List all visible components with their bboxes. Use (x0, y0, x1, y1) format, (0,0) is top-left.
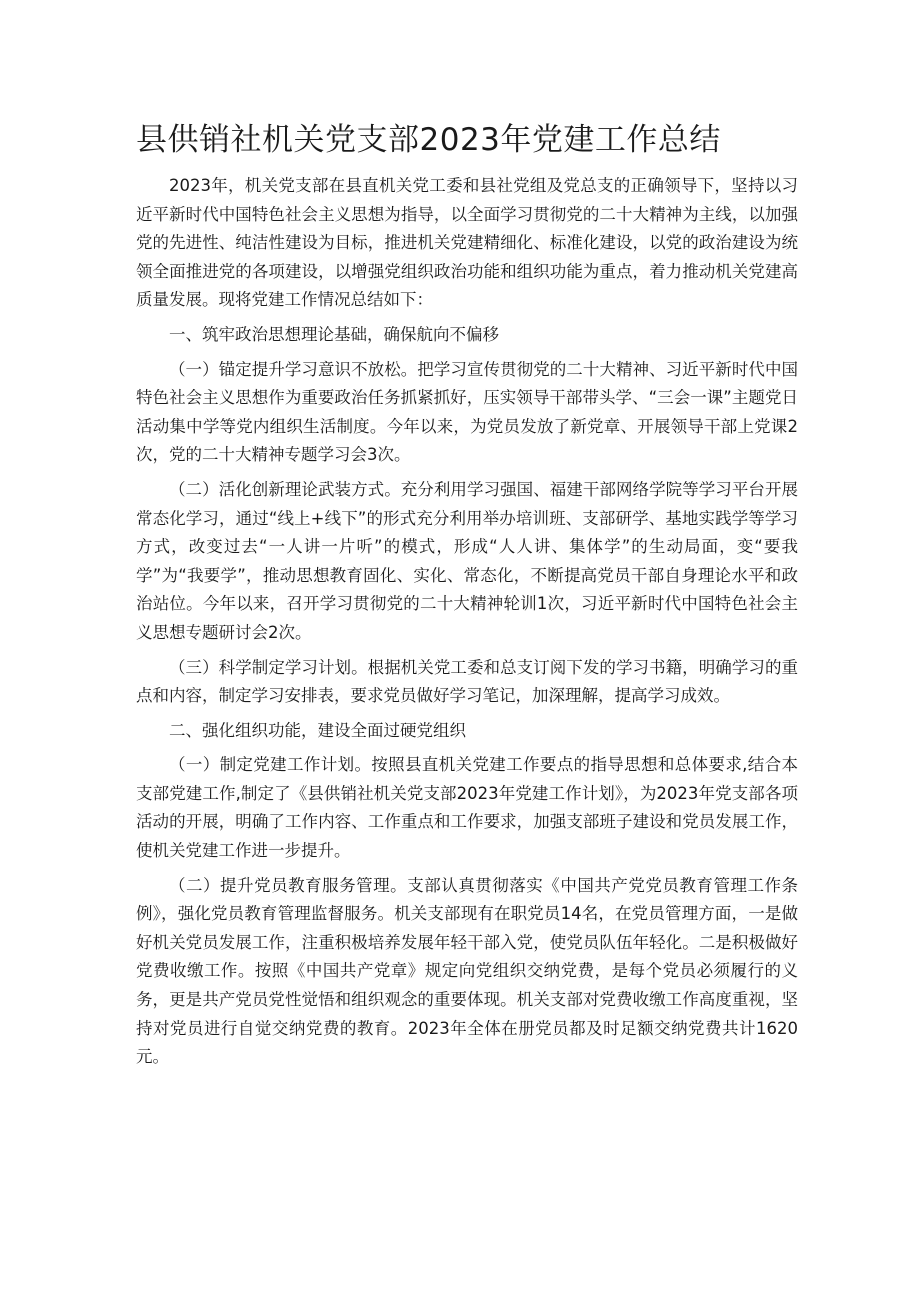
section-2-paragraph-1: （一）制定党建工作计划。按照县直机关党建工作要点的指导思想和总体要求,结合本支部党建工作,制定了《县供销社机关党支部2023年党建工作计划》，为2023年党支部各项活动的开展，明确了工作内容、工作重点和工作要求，加强支部班子建设和党员发展工作，使机关党建工作进一步提升。 (136, 755, 798, 861)
section-1-heading: 一、筑牢政治思想理论基础，确保航向不偏移 (169, 324, 499, 344)
section-1-paragraph-3: （三）科学制定学习计划。根据机关党工委和总支订阅下发的学习书籍，明确学习的重点和内容，制定学习安排表，要求党员做好学习笔记，加深理解，提高学习成效。 (136, 657, 798, 706)
document-body (136, 172, 798, 1078)
section-1-paragraph-2: （二）活化创新理论武装方式。充分利用学习强国、福建干部网络学院等学习平台开展常态化学习，通过“线上+线下”的形式充分利用举办培训班、支部研学、基地实践学等学习方式，改变过去“一人讲一片听”的模式，形成“人人讲、集体学”的生动局面，变“要我学”为“我要学”，推动思想教育固化、实化、常态化，不断提高党员干部自身理论水平和政治站位。今年以来，召开学习贯彻党的二十大精神轮训1次，习近平新时代中国特色社会主义思想专题研讨会2次。 (136, 479, 798, 642)
intro-paragraph: 2023年，机关党支部在县直机关党工委和县社党组及党总支的正确领导下，坚持以习近平新时代中国特色社会主义思想为指导，以全面学习贯彻党的二十大精神为主线，以加强党的先进性、纯洁性建设为目标，推进机关党建精细化、标准化建设，以党的政治建设为统领全面推进党的各项建设，以增强党组织政治功能和组织功能为重点，着力推动机关党建高质量发展。现将党建工作情况总结如下： (136, 176, 798, 310)
section-1-paragraph-1: （一）锚定提升学习意识不放松。把学习宣传贯彻党的二十大精神、习近平新时代中国特色社会主义思想作为重要政治任务抓紧抓好，压实领导干部带头学、“三会一课”主题党日活动集中学等党内组织生活制度。今年以来，为党员发放了新党章、开展领导干部上党课2次，党的二十大精神专题学习会3次。 (136, 359, 798, 465)
document-title: 县供销社机关党支部2023年党建工作总结 (136, 122, 721, 158)
section-2-paragraph-2: （二）提升党员教育服务管理。支部认真贯彻落实《中国共产党党员教育管理工作条例》，强化党员教育管理监督服务。机关支部现有在职党员14名，在党员管理方面，一是做好机关党员发展工作，注重积极培养发展年轻干部入党，使党员队伍年轻化。二是积极做好党费收缴工作。按照《中国共产党章》规定向党组织交纳党费，是每个党员必须履行的义务，更是共产党员党性觉悟和组织观念的重要体现。机关支部对党费收缴工作高度重视，坚持对党员进行自觉交纳党费的教育。2023年全体在册党员都及时足额交纳党费共计1620元。 (136, 875, 798, 1067)
section-2-heading: 二、强化组织功能，建设全面过硬党组织 (169, 720, 466, 740)
